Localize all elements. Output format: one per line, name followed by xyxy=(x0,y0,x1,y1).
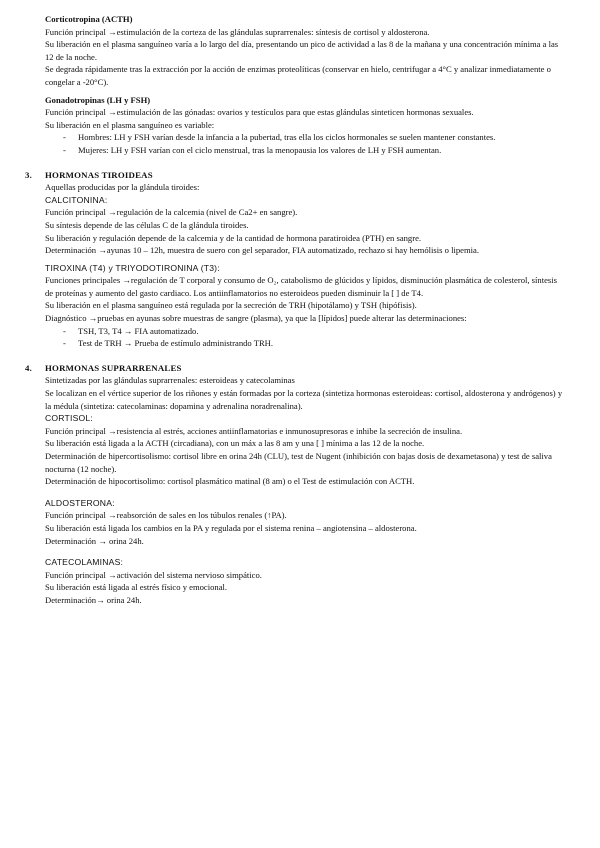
catecolaminas-line-3: Determinación→ orina 24h. xyxy=(45,594,142,605)
section-4-intro-2: Se localizan en el vértice superior de los riñones y están formadas por la corteza (sintetiza hormonas esteroideas: cortisol, aldosterona y andrógenos) y la médula (sintetiza: catecolaminas: dopamina y adrenalina noradrenalina). xyxy=(45,388,563,411)
gonadotropinas-block xyxy=(45,94,565,157)
tiroxina-line-1: Funciones principales →regulación de T corporal y consumo de O₂, catabolismo de glúcidos y lípidos, disminución plasmática de colesterol, síntesis de proteínas y aumento del gasto cardiaco. Los antiinflamatorios no esteroideos pueden disminuir la [ ] de T4. xyxy=(45,275,557,298)
list-item: - Mujeres: LH y FSH varían con el ciclo menstrual, tras la menopausia los valores de LH y FSH aumentan. xyxy=(63,144,442,155)
calcitonina-line-4: Determinación →ayunas 10 – 12h, muestra de suero con gel separador, FIA automatizado, rechazo si hay hemólisis o lipemia. xyxy=(45,245,479,256)
gonadotropinas-line-2: Su liberación en el plasma sanguíneo es variable: xyxy=(45,119,215,130)
cortisol-line-2: Su liberación está ligada a la ACTH (circadiana), con un máx a las 8 am y una [ ] mínima a las 12 de la noche. xyxy=(45,438,425,449)
section-hormonas-suprarrenales xyxy=(25,362,565,607)
acth-title: Corticotropina (ACTH) xyxy=(45,14,133,24)
section-3-intro: Aquellas producidas por la glándula tiroides: xyxy=(45,182,200,193)
aldosterona-line-1: Función principal →reabsorción de sales en los túbulos renales (↑PA). xyxy=(45,510,287,521)
section-4-heading xyxy=(25,362,565,375)
acth-line-3: Se degrada rápidamente tras la extracción por la acción de enzimas proteolíticas (conservar en hielo, centrifugar a 4°C y analizar inmediatamente o congelar a -20°C). xyxy=(45,64,551,87)
aldosterona-title: ALDOSTERONA: xyxy=(45,497,115,508)
calcitonina-line-2: Su síntesis depende de las células C de la glándula tiroides. xyxy=(45,219,249,230)
section-hormonas-tiroideas xyxy=(25,169,565,350)
aldosterona-line-2: Su liberación está ligada los cambios en la PA y regulada por el sistema renina – angiotensina – aldosterona. xyxy=(45,522,417,533)
list-item: - Hombres: LH y FSH varían desde la infancia a la pubertad, tras ella los ciclos hormonales se suelen mantener constantes. xyxy=(63,132,496,143)
tiroxina-title: TIROXINA (T4) y TRIYODOTIRONINA (T3): xyxy=(45,262,220,273)
acth-line-1: Función principal →estimulación de la corteza de las glándulas suprarrenales: síntesis de cortisol y aldosterona. xyxy=(45,26,430,37)
cortisol-line-1: Función principal →resistencia al estrés, acciones antiinflamatorias e inmunosupresoras e inhibe la secreción de insulina. xyxy=(45,425,463,436)
calcitonina-line-1: Función principal →regulación de la calcemia (nivel de Ca2+ en sangre). xyxy=(45,207,298,218)
calcitonina-title: CALCITONINA: xyxy=(45,194,108,205)
catecolaminas-title: CATECOLAMINAS: xyxy=(45,557,124,568)
list-item: - TSH, T3, T4 → FIA automatizado. xyxy=(63,325,199,336)
cortisol-line-4: Determinación de hipocortisolimo: cortisol plasmático matinal (8 am) o el Test de estimulación con ACTH. xyxy=(45,476,415,487)
catecolaminas-line-2: Su liberación está ligada al estrés físico y emocional. xyxy=(45,582,228,593)
gonadotropinas-line-1: Función principal →estimulación de las gónadas: ovarios y testículos para que estas glándulas sinteticen hormonas sexuales. xyxy=(45,107,474,118)
section-3-number: 3. xyxy=(25,169,32,180)
acth-block xyxy=(45,13,565,89)
section-3-heading xyxy=(25,169,565,182)
section-3-title: HORMONAS TIROIDEAS xyxy=(45,169,153,180)
gonadotropinas-list xyxy=(45,131,565,156)
document-body xyxy=(25,13,565,607)
tiroxina-line-2: Su liberación en el plasma sanguíneo está regulada por la secreción de TRH (hipotálamo) y TSH (hipófisis). xyxy=(45,300,417,311)
catecolaminas-line-1: Función principal →activación del sistema nervioso simpático. xyxy=(45,569,262,580)
gonadotropinas-title: Gonadotropinas (LH y FSH) xyxy=(45,94,151,105)
section-4-number: 4. xyxy=(25,362,32,373)
aldosterona-line-3: Determinación → orina 24h. xyxy=(45,535,144,546)
section-4-intro-1: Sintetizadas por las glándulas suprarrenales: esteroideas y catecolaminas xyxy=(45,375,295,386)
section-4-title: HORMONAS SUPRARRENALES xyxy=(45,362,182,373)
cortisol-title: CORTISOL: xyxy=(45,413,93,424)
cortisol-line-3: Determinación de hipercortisolismo: cortisol libre en orina 24h (CLU), test de Nugent (inhibición con bajas dosis de dexametasona) y test de saliva nocturna (12 noche). xyxy=(45,451,552,474)
acth-line-2: Su liberación en el plasma sanguíneo varía a lo largo del día, presentando un pico de actividad a las 8 de la mañana y una concentración mínima a las 12 de la noche. xyxy=(45,39,559,62)
tiroxina-list xyxy=(45,325,565,350)
calcitonina-line-3: Su liberación y regulación depende de la calcemia y de la cantidad de hormona paratiroidea (PTH) en sangre. xyxy=(45,232,422,243)
list-item: - Test de TRH → Prueba de estímulo administrando TRH. xyxy=(63,338,274,349)
tiroxina-line-3: Diagnóstico →pruebas en ayunas sobre muestras de sangre (plasma), ya que la [lípidos] puede alterar las determinaciones: xyxy=(45,313,467,324)
